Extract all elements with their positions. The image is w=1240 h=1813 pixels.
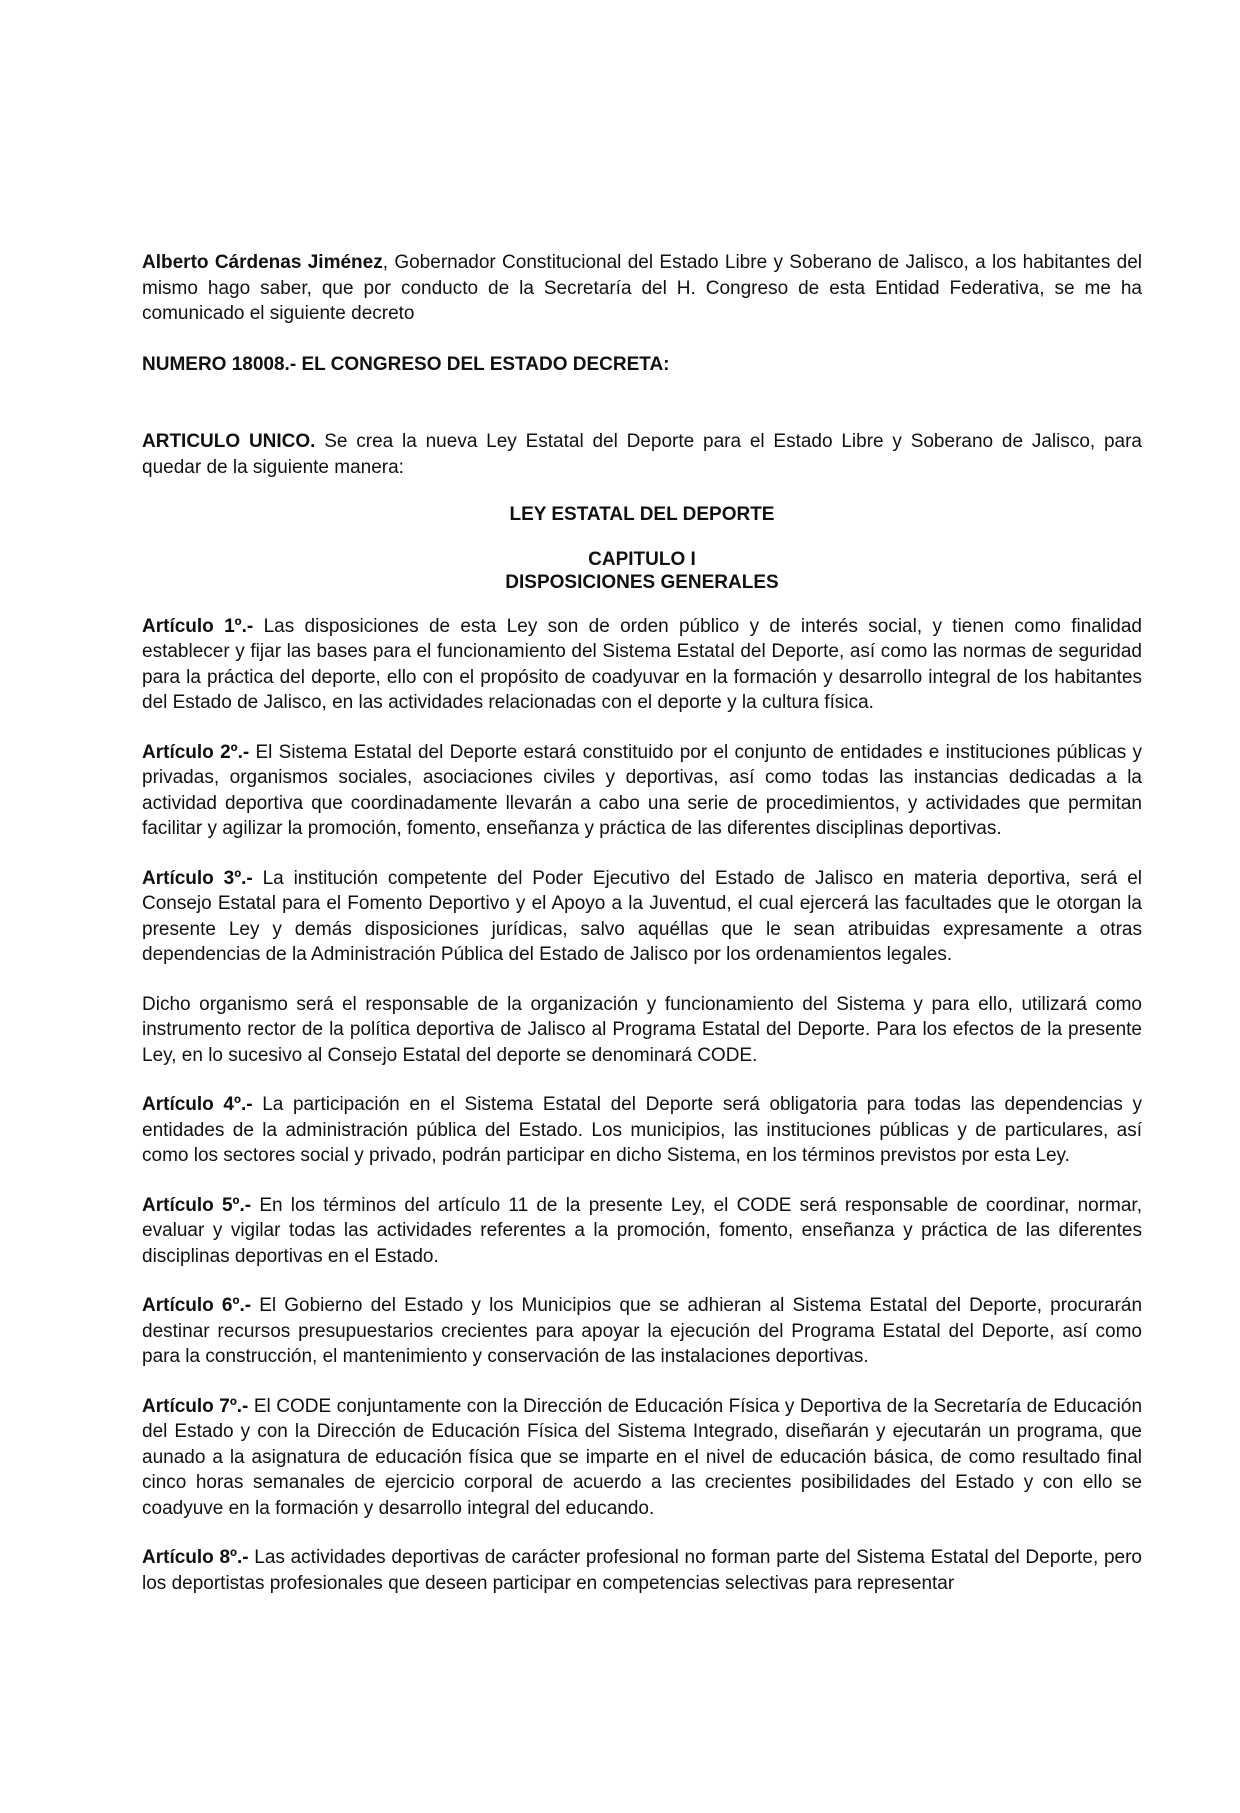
article-label: Artículo 6º.- (142, 1295, 252, 1316)
intro-paragraph (142, 250, 1142, 327)
article-label: Artículo 4º.- (142, 1094, 253, 1115)
intro-text: , Gobernador Constitucional del Estado Libre y Soberano de Jalisco, a los habitantes del mismo hago saber, que por conducto de la Secretaría del H. Congreso de esta Entidad Federativa, se me ha comunicado el siguiente decreto (142, 252, 1143, 324)
chapter-title: DISPOSICIONES GENERALES (505, 571, 779, 593)
article-text: Las disposiciones de esta Ley son de orden público y de interés social, y tienen como finalidad establecer y fijar las bases para el funcionamiento del Sistema Estatal del Deporte, así como las normas de seguridad para la práctica del deporte, ello con el propósito de coadyuvar en la formación y desarrollo integral de los habitantes del Estado de Jalisco, en las actividades relacionadas con el deporte y la cultura física. (142, 615, 1142, 713)
article-label: Artículo 3º.- (142, 867, 253, 889)
article-3 (142, 866, 1142, 968)
chapter-number: CAPITULO I (588, 548, 696, 570)
article-label: Artículo 2º.- (142, 741, 250, 763)
article-label: Artículo 7º.- (142, 1395, 249, 1417)
article-text: La institución competente del Poder Ejecutivo del Estado de Jalisco en materia deportiva, será el Consejo Estatal para el Fomento Deportivo y el Apoyo a la Juventud, el cual ejercerá las facultades que le otorgan la presente Ley y demás disposiciones jurídicas, salvo aquéllas que le sean atribuidas expresamente a otras dependencias de la Administración Pública del Estado de Jalisco por los ordenamientos legales. (142, 867, 1142, 965)
article-5 (142, 1193, 1142, 1270)
article-4 (142, 1092, 1142, 1169)
unique-article-label: ARTICULO UNICO. (142, 431, 316, 452)
chapter-heading (142, 548, 1142, 594)
unique-article-text: Se crea la nueva Ley Estatal del Deporte para el Estado Libre y Soberano de Jalisco, para quedar de la siguiente manera: (142, 431, 1142, 478)
article-label: Artículo 5º.- (142, 1194, 252, 1216)
article-label: Artículo 8º.- (142, 1547, 249, 1568)
article-text: Dicho organismo será el responsable de la organización y funcionamiento del Sistema y para ello, utilizará como instrumento rector de la política deportiva de Jalisco al Programa Estatal del Deporte. Para los efectos de la presente Ley, en lo sucesivo al Consejo Estatal del deporte se denominará CODE. (142, 993, 1142, 1066)
article-1 (142, 614, 1142, 716)
law-title: LEY ESTATAL DEL DEPORTE (509, 504, 775, 525)
article-7 (142, 1394, 1142, 1522)
article-text: El CODE conjuntamente con la Dirección de Educación Física y Deportiva de la Secretaría de Educación del Estado y con la Dirección de Educación Física del Sistema Integrado, diseñarán y ejecutarán un programa, que aunado a la asignatura de educación física que se imparte en el nivel de educación básica, de como resultado final cinco horas semanales de ejercicio corporal de acuerdo a las crecientes posibilidades del Estado y con ello se coadyuve en la formación y desarrollo integral del educando. (142, 1395, 1143, 1519)
document-body (142, 250, 1142, 1620)
article-text: El Sistema Estatal del Deporte estará constituido por el conjunto de entidades e instituciones públicas y privadas, organismos sociales, asociaciones civiles y deportivas, así como todas las instancias dedicadas a la actividad deportiva que coordinadamente llevarán a cabo una serie de procedimientos, y actividades que permitan facilitar y agilizar la promoción, fomento, enseñanza y práctica de las diferentes disciplinas deportivas. (142, 741, 1142, 839)
article-text: Las actividades deportivas de carácter profesional no forman parte del Sistema Estatal del Deporte, pero los deportistas profesionales que deseen participar en competencias selectivas para representar (142, 1547, 1143, 1594)
article-6 (142, 1293, 1142, 1370)
article-2 (142, 740, 1142, 842)
article-text: El Gobierno del Estado y los Municipios que se adhieran al Sistema Estatal del Deporte, procurarán destinar recursos presupuestarios crecientes para apoyar la ejecución del Programa Estatal del Deporte, así como para la construcción, el mantenimiento y conservación de las instalaciones deportivas. (142, 1295, 1143, 1367)
governor-name: Alberto Cárdenas Jiménez (142, 252, 383, 273)
decree-number: NUMERO 18008.- EL CONGRESO DEL ESTADO DECRETA: (142, 353, 670, 375)
article-8 (142, 1545, 1142, 1596)
article-text: La participación en el Sistema Estatal del Deporte será obligatoria para todas las dependencias y entidades de la administración pública del Estado. Los municipios, las instituciones públicas y de particulares, así como los sectores social y privado, podrán participar en dicho Sistema, en los términos previstos por esta Ley. (142, 1094, 1142, 1166)
unique-article-paragraph (142, 429, 1142, 480)
article-text: En los términos del artículo 11 de la presente Ley, el CODE será responsable de coordinar, normar, evaluar y vigilar todas las actividades referentes a la promoción, fomento, enseñanza y práctica de las diferentes disciplinas deportivas en el Estado. (142, 1194, 1142, 1267)
article-3-continuation (142, 992, 1142, 1069)
article-label: Artículo 1º.- (142, 615, 254, 637)
